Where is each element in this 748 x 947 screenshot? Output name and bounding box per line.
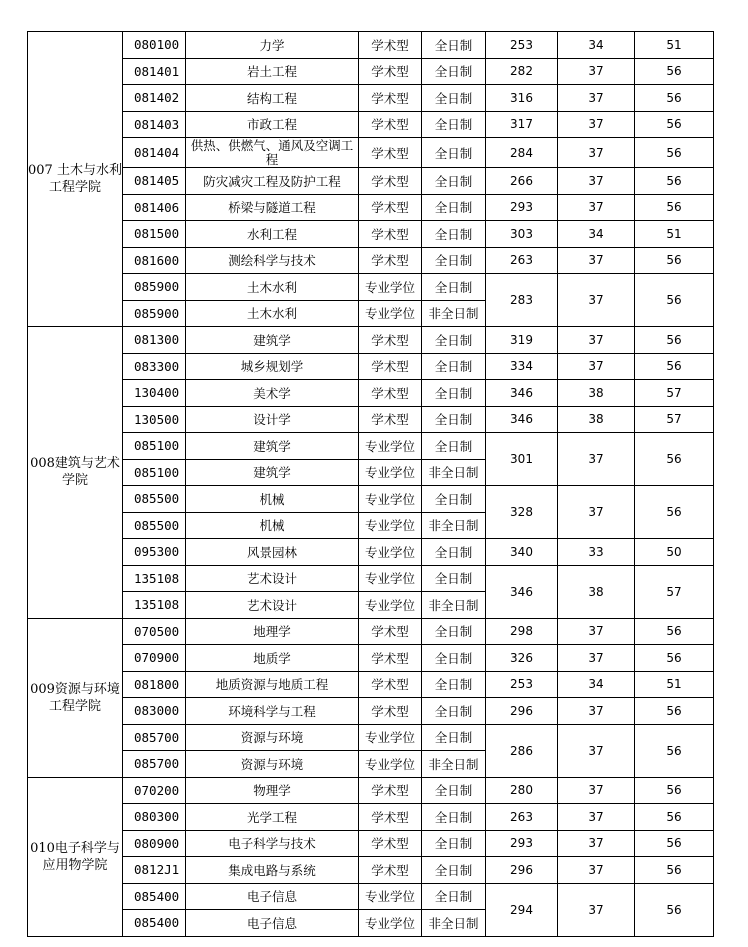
degree-type: 学术型 [359, 380, 422, 407]
total-score: 263 [486, 804, 558, 831]
major-code: 130500 [123, 406, 186, 433]
major-name: 物理学 [186, 777, 359, 804]
study-mode: 全日制 [422, 380, 486, 407]
study-mode: 全日制 [422, 194, 486, 221]
single-subject-score-1: 37 [558, 857, 635, 884]
study-mode: 全日制 [422, 777, 486, 804]
major-name: 建筑学 [186, 327, 359, 354]
study-mode: 全日制 [422, 406, 486, 433]
degree-type: 专业学位 [359, 724, 422, 751]
score-table [27, 31, 714, 937]
total-score: 263 [486, 247, 558, 274]
degree-type: 专业学位 [359, 565, 422, 592]
single-subject-score-1: 37 [558, 168, 635, 195]
study-mode: 全日制 [422, 221, 486, 248]
degree-type: 学术型 [359, 221, 422, 248]
single-subject-score-1: 37 [558, 724, 635, 777]
single-subject-score-1: 37 [558, 804, 635, 831]
major-code: 085400 [123, 883, 186, 910]
study-mode: 全日制 [422, 645, 486, 672]
major-name: 电子信息 [186, 910, 359, 937]
major-code: 081300 [123, 327, 186, 354]
total-score: 301 [486, 433, 558, 486]
degree-type: 学术型 [359, 194, 422, 221]
table-row [28, 486, 714, 513]
total-score: 293 [486, 830, 558, 857]
major-code: 081800 [123, 671, 186, 698]
single-subject-score-2: 56 [635, 353, 714, 380]
total-score: 298 [486, 618, 558, 645]
study-mode: 全日制 [422, 857, 486, 884]
single-subject-score-2: 56 [635, 247, 714, 274]
single-subject-score-1: 34 [558, 32, 635, 59]
degree-type: 专业学位 [359, 459, 422, 486]
single-subject-score-2: 56 [635, 804, 714, 831]
degree-type: 学术型 [359, 138, 422, 168]
single-subject-score-2: 51 [635, 221, 714, 248]
college-cell: 007 土木与水利工程学院 [28, 32, 123, 327]
degree-type: 学术型 [359, 645, 422, 672]
major-code: 085100 [123, 433, 186, 460]
study-mode: 全日制 [422, 274, 486, 301]
single-subject-score-1: 38 [558, 406, 635, 433]
single-subject-score-2: 56 [635, 58, 714, 85]
major-code: 085100 [123, 459, 186, 486]
degree-type: 学术型 [359, 406, 422, 433]
total-score: 317 [486, 111, 558, 138]
major-code: 085500 [123, 512, 186, 539]
total-score: 340 [486, 539, 558, 566]
total-score: 286 [486, 724, 558, 777]
major-code: 135108 [123, 565, 186, 592]
single-subject-score-1: 37 [558, 111, 635, 138]
degree-type: 学术型 [359, 804, 422, 831]
major-name: 土木水利 [186, 300, 359, 327]
single-subject-score-2: 56 [635, 857, 714, 884]
major-code: 080300 [123, 804, 186, 831]
single-subject-score-1: 38 [558, 565, 635, 618]
degree-type: 专业学位 [359, 539, 422, 566]
degree-type: 专业学位 [359, 274, 422, 301]
table-row [28, 698, 714, 725]
study-mode: 全日制 [422, 138, 486, 168]
degree-type: 专业学位 [359, 883, 422, 910]
table-row [28, 804, 714, 831]
major-code: 081405 [123, 168, 186, 195]
major-code: 085700 [123, 751, 186, 778]
major-code: 081404 [123, 138, 186, 168]
major-name: 供热、供燃气、通风及空调工程 [186, 138, 359, 168]
degree-type: 学术型 [359, 58, 422, 85]
major-name: 防灾减灾工程及防护工程 [186, 168, 359, 195]
study-mode: 全日制 [422, 486, 486, 513]
single-subject-score-2: 56 [635, 111, 714, 138]
single-subject-score-1: 37 [558, 830, 635, 857]
single-subject-score-1: 37 [558, 327, 635, 354]
college-cell: 010电子科学与应用物学院 [28, 777, 123, 936]
table-row [28, 274, 714, 301]
major-code: 083000 [123, 698, 186, 725]
study-mode: 非全日制 [422, 459, 486, 486]
total-score: 282 [486, 58, 558, 85]
single-subject-score-1: 37 [558, 777, 635, 804]
total-score: 346 [486, 380, 558, 407]
single-subject-score-1: 37 [558, 247, 635, 274]
total-score: 303 [486, 221, 558, 248]
single-subject-score-1: 38 [558, 380, 635, 407]
single-subject-score-2: 56 [635, 274, 714, 327]
total-score: 296 [486, 857, 558, 884]
degree-type: 学术型 [359, 698, 422, 725]
study-mode: 全日制 [422, 168, 486, 195]
major-name: 结构工程 [186, 85, 359, 112]
major-code: 085900 [123, 274, 186, 301]
single-subject-score-2: 57 [635, 380, 714, 407]
major-code: 070900 [123, 645, 186, 672]
total-score: 326 [486, 645, 558, 672]
degree-type: 学术型 [359, 111, 422, 138]
major-name: 集成电路与系统 [186, 857, 359, 884]
study-mode: 全日制 [422, 804, 486, 831]
study-mode: 全日制 [422, 111, 486, 138]
table-row [28, 777, 714, 804]
degree-type: 学术型 [359, 353, 422, 380]
single-subject-score-1: 37 [558, 433, 635, 486]
single-subject-score-1: 37 [558, 486, 635, 539]
major-code: 0812J1 [123, 857, 186, 884]
degree-type: 专业学位 [359, 300, 422, 327]
degree-type: 学术型 [359, 618, 422, 645]
total-score: 253 [486, 671, 558, 698]
table-row [28, 857, 714, 884]
major-name: 电子信息 [186, 883, 359, 910]
single-subject-score-2: 56 [635, 138, 714, 168]
single-subject-score-2: 56 [635, 698, 714, 725]
major-name: 土木水利 [186, 274, 359, 301]
study-mode: 全日制 [422, 618, 486, 645]
major-name: 资源与环境 [186, 724, 359, 751]
single-subject-score-1: 33 [558, 539, 635, 566]
single-subject-score-2: 56 [635, 168, 714, 195]
total-score: 296 [486, 698, 558, 725]
major-code: 085700 [123, 724, 186, 751]
major-code: 070500 [123, 618, 186, 645]
single-subject-score-1: 37 [558, 274, 635, 327]
major-name: 岩土工程 [186, 58, 359, 85]
study-mode: 全日制 [422, 327, 486, 354]
total-score: 283 [486, 274, 558, 327]
degree-type: 学术型 [359, 327, 422, 354]
major-code: 081500 [123, 221, 186, 248]
major-code: 135108 [123, 592, 186, 619]
major-name: 光学工程 [186, 804, 359, 831]
table-row [28, 671, 714, 698]
study-mode: 全日制 [422, 32, 486, 59]
major-code: 085500 [123, 486, 186, 513]
major-name: 地质学 [186, 645, 359, 672]
college-cell: 009资源与环境工程学院 [28, 618, 123, 777]
major-name: 机械 [186, 486, 359, 513]
table-row [28, 565, 714, 592]
degree-type: 专业学位 [359, 910, 422, 937]
major-name: 建筑学 [186, 459, 359, 486]
table-body [28, 32, 714, 937]
study-mode: 全日制 [422, 353, 486, 380]
degree-type: 专业学位 [359, 512, 422, 539]
major-code: 081403 [123, 111, 186, 138]
degree-type: 学术型 [359, 777, 422, 804]
study-mode: 全日制 [422, 433, 486, 460]
single-subject-score-2: 56 [635, 433, 714, 486]
degree-type: 学术型 [359, 830, 422, 857]
total-score: 334 [486, 353, 558, 380]
table-row [28, 85, 714, 112]
degree-type: 专业学位 [359, 751, 422, 778]
major-name: 机械 [186, 512, 359, 539]
single-subject-score-1: 34 [558, 671, 635, 698]
study-mode: 全日制 [422, 724, 486, 751]
study-mode: 全日制 [422, 565, 486, 592]
table-row [28, 645, 714, 672]
degree-type: 学术型 [359, 85, 422, 112]
total-score: 328 [486, 486, 558, 539]
table-row [28, 138, 714, 168]
table-row [28, 111, 714, 138]
total-score: 319 [486, 327, 558, 354]
single-subject-score-2: 56 [635, 883, 714, 936]
degree-type: 学术型 [359, 168, 422, 195]
table-row [28, 194, 714, 221]
major-name: 桥梁与隧道工程 [186, 194, 359, 221]
table-row [28, 327, 714, 354]
major-name: 建筑学 [186, 433, 359, 460]
college-cell: 008建筑与艺术学院 [28, 327, 123, 619]
table-row [28, 168, 714, 195]
total-score: 294 [486, 883, 558, 936]
study-mode: 非全日制 [422, 512, 486, 539]
single-subject-score-1: 37 [558, 138, 635, 168]
single-subject-score-2: 56 [635, 777, 714, 804]
table-row [28, 618, 714, 645]
degree-type: 学术型 [359, 247, 422, 274]
major-name: 地质资源与地质工程 [186, 671, 359, 698]
single-subject-score-2: 56 [635, 486, 714, 539]
study-mode: 全日制 [422, 58, 486, 85]
table-row [28, 58, 714, 85]
single-subject-score-1: 37 [558, 883, 635, 936]
degree-type: 学术型 [359, 32, 422, 59]
study-mode: 全日制 [422, 539, 486, 566]
single-subject-score-2: 51 [635, 671, 714, 698]
major-name: 艺术设计 [186, 565, 359, 592]
study-mode: 全日制 [422, 85, 486, 112]
single-subject-score-2: 57 [635, 565, 714, 618]
major-code: 081401 [123, 58, 186, 85]
study-mode: 全日制 [422, 247, 486, 274]
table-row [28, 353, 714, 380]
major-name: 风景园林 [186, 539, 359, 566]
total-score: 293 [486, 194, 558, 221]
single-subject-score-1: 37 [558, 194, 635, 221]
total-score: 280 [486, 777, 558, 804]
major-code: 081402 [123, 85, 186, 112]
total-score: 346 [486, 406, 558, 433]
major-name: 美术学 [186, 380, 359, 407]
table-row [28, 247, 714, 274]
single-subject-score-1: 37 [558, 353, 635, 380]
major-code: 081600 [123, 247, 186, 274]
single-subject-score-2: 56 [635, 645, 714, 672]
major-name: 资源与环境 [186, 751, 359, 778]
study-mode: 全日制 [422, 883, 486, 910]
major-name: 设计学 [186, 406, 359, 433]
study-mode: 非全日制 [422, 751, 486, 778]
table-row [28, 830, 714, 857]
single-subject-score-2: 57 [635, 406, 714, 433]
table-row [28, 32, 714, 59]
major-code: 080900 [123, 830, 186, 857]
single-subject-score-2: 56 [635, 85, 714, 112]
study-mode: 全日制 [422, 671, 486, 698]
major-name: 力学 [186, 32, 359, 59]
degree-type: 专业学位 [359, 592, 422, 619]
major-code: 130400 [123, 380, 186, 407]
degree-type: 专业学位 [359, 433, 422, 460]
single-subject-score-1: 34 [558, 221, 635, 248]
single-subject-score-2: 50 [635, 539, 714, 566]
single-subject-score-2: 56 [635, 327, 714, 354]
single-subject-score-2: 56 [635, 618, 714, 645]
table-row [28, 724, 714, 751]
single-subject-score-1: 37 [558, 645, 635, 672]
study-mode: 非全日制 [422, 910, 486, 937]
major-name: 市政工程 [186, 111, 359, 138]
major-name: 电子科学与技术 [186, 830, 359, 857]
single-subject-score-2: 56 [635, 724, 714, 777]
study-mode: 非全日制 [422, 300, 486, 327]
total-score: 346 [486, 565, 558, 618]
major-code: 070200 [123, 777, 186, 804]
table-row [28, 380, 714, 407]
total-score: 266 [486, 168, 558, 195]
major-code: 085900 [123, 300, 186, 327]
major-code: 095300 [123, 539, 186, 566]
major-code: 080100 [123, 32, 186, 59]
total-score: 284 [486, 138, 558, 168]
table-row [28, 406, 714, 433]
single-subject-score-2: 56 [635, 194, 714, 221]
single-subject-score-1: 37 [558, 698, 635, 725]
major-name: 地理学 [186, 618, 359, 645]
major-name: 水利工程 [186, 221, 359, 248]
degree-type: 学术型 [359, 857, 422, 884]
degree-type: 学术型 [359, 671, 422, 698]
table-row [28, 221, 714, 248]
single-subject-score-1: 37 [558, 58, 635, 85]
table-row [28, 539, 714, 566]
single-subject-score-2: 51 [635, 32, 714, 59]
major-name: 城乡规划学 [186, 353, 359, 380]
single-subject-score-2: 56 [635, 830, 714, 857]
major-name: 测绘科学与技术 [186, 247, 359, 274]
table-row [28, 883, 714, 910]
study-mode: 全日制 [422, 830, 486, 857]
table-row [28, 433, 714, 460]
single-subject-score-1: 37 [558, 618, 635, 645]
major-code: 085400 [123, 910, 186, 937]
degree-type: 专业学位 [359, 486, 422, 513]
major-code: 081406 [123, 194, 186, 221]
study-mode: 非全日制 [422, 592, 486, 619]
study-mode: 全日制 [422, 698, 486, 725]
total-score: 316 [486, 85, 558, 112]
major-code: 083300 [123, 353, 186, 380]
major-name: 环境科学与工程 [186, 698, 359, 725]
total-score: 253 [486, 32, 558, 59]
single-subject-score-1: 37 [558, 85, 635, 112]
major-name: 艺术设计 [186, 592, 359, 619]
